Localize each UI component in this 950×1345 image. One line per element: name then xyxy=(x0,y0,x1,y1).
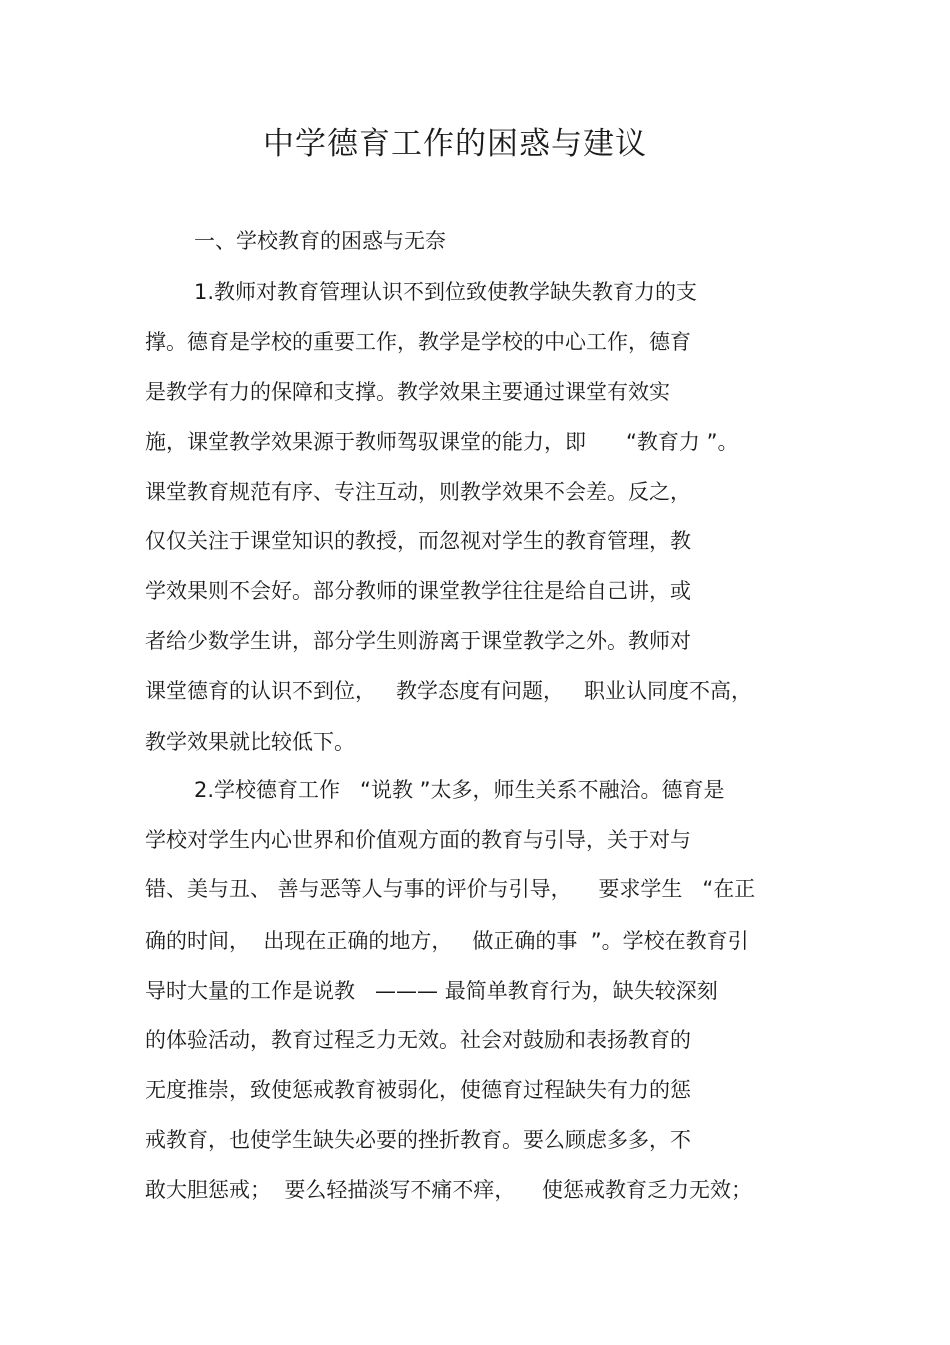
paragraph-line: 者给少数学生讲，部分学生则游离于课堂教学之外。教师对 xyxy=(145,629,691,653)
paragraph-line: 课堂德育的认识不到位， 教学态度有问题， 职业认同度不高， xyxy=(145,679,753,703)
paragraph-line: 2.学校德育工作 “说教 ”太多，师生关系不融洽。德育是 xyxy=(194,778,725,802)
paragraph-line: 确的时间， 出现在正确的地方， 做正确的事 ”。学校在教育引 xyxy=(145,929,749,953)
document-title: 中学德育工作的困惑与建议 xyxy=(263,126,647,162)
paragraph-line: 施，课堂教学效果源于教师驾驭课堂的能力，即 “教育力 ”。 xyxy=(145,430,739,454)
paragraph-line: 学校对学生内心世界和价值观方面的教育与引导，关于对与 xyxy=(145,828,691,852)
paragraph-line: 戒教育，也使学生缺失必要的挫折教育。要么顾虑多多，不 xyxy=(145,1128,691,1152)
paragraph-line: 敢大胆惩戒； 要么轻描淡写不痛不痒， 使惩戒教育乏力无效； xyxy=(145,1178,753,1202)
paragraph-line: 学效果则不会好。部分教师的课堂教学往往是给自己讲，或 xyxy=(145,579,691,603)
paragraph-line: 1.教师对教育管理认识不到位致使教学缺失教育力的支 xyxy=(194,280,698,304)
paragraph-line: 撑。德育是学校的重要工作，教学是学校的中心工作，德育 xyxy=(145,330,691,354)
section-heading: 一、学校教育的困惑与无奈 xyxy=(194,229,446,253)
paragraph-line: 无度推崇，致使惩戒教育被弱化，使德育过程缺失有力的惩 xyxy=(145,1078,691,1102)
paragraph-line: 错、美与丑、 善与恶等人与事的评价与引导， 要求学生 “在正 xyxy=(145,877,756,901)
paragraph-line: 仅仅关注于课堂知识的教授，而忽视对学生的教育管理，教 xyxy=(145,529,691,553)
paragraph-line: 导时大量的工作是说教 ——— 最简单教育行为，缺失较深刻 xyxy=(145,979,718,1003)
paragraph-line: 的体验活动，教育过程乏力无效。社会对鼓励和表扬教育的 xyxy=(145,1028,691,1052)
paragraph-line: 教学效果就比较低下。 xyxy=(145,730,355,754)
paragraph-line: 是教学有力的保障和支撑。教学效果主要通过课堂有效实 xyxy=(145,380,670,404)
paragraph-line: 课堂教育规范有序、专注互动，则教学效果不会差。反之， xyxy=(145,480,691,504)
